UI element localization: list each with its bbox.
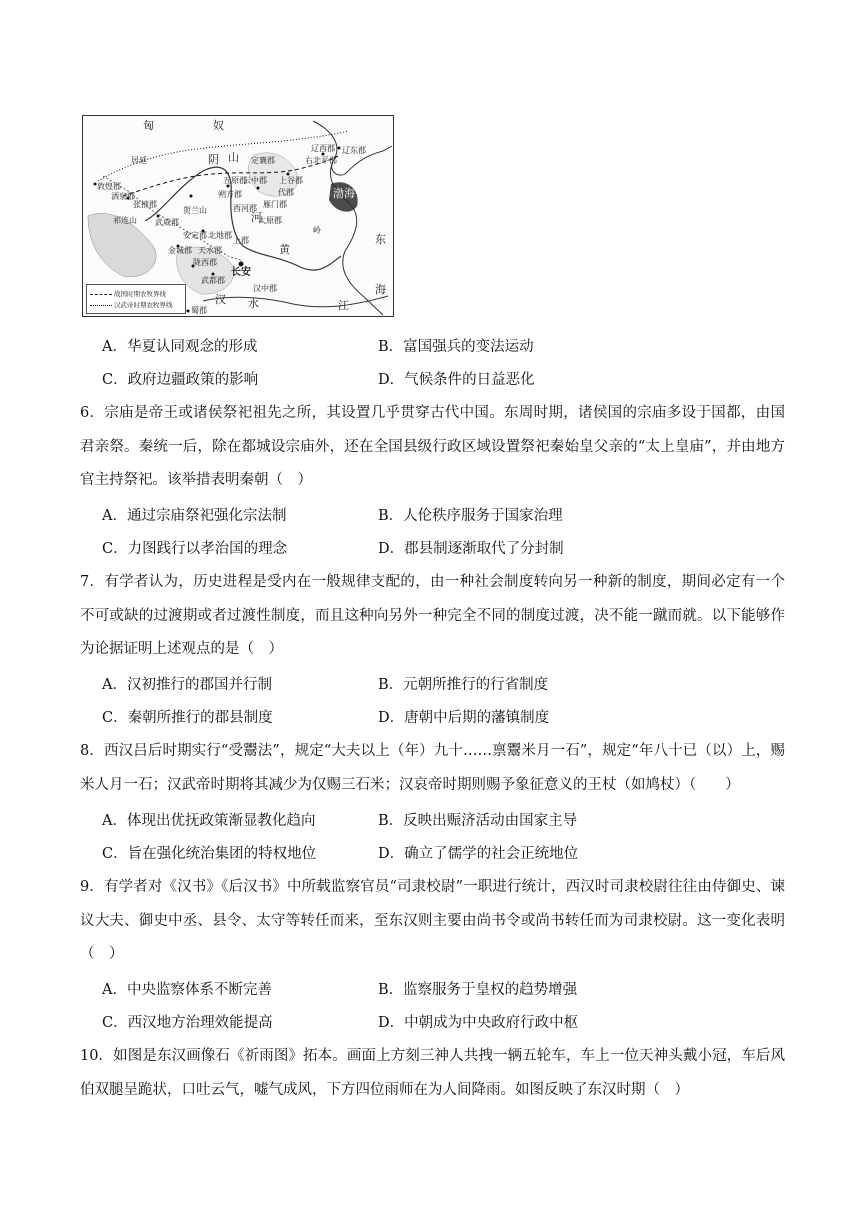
map-label-shu: 蜀郡 [191,306,207,315]
q9-option-c[interactable]: C．西汉地方治理效能提高 [102,1015,273,1031]
q9-option-a[interactable]: A．中央监察体系不断完善 [102,982,272,998]
q7-option-c[interactable]: C．秦朝所推行的郡县制度 [102,710,273,726]
map-label-hanzhong: 汉中郡 [253,284,277,293]
map-label-shanggu: 上谷郡 [279,176,303,185]
map-label-shan: 山 [228,151,239,164]
map-label-xiongnu-1: 匈 [143,119,154,132]
map-label-zhangye: 张掖郡 [133,200,157,209]
q9-option-b[interactable]: B．监察服务于皇权的趋势增强 [378,982,578,998]
map-label-changan: 长安 [231,267,251,278]
map-label-helan: 贺兰山 [183,206,207,215]
map-label-youbeiping: 右北平郡 [305,156,337,165]
han-farming-pastoral-map [82,115,394,317]
q6-option-c[interactable]: C．力图践行以孝治国的理念 [102,541,288,557]
map-label-liaodong: 辽东郡 [342,146,366,155]
map-label-qilian: 祁连山 [113,216,137,225]
map-label-han: 汉 [215,293,226,306]
map-label-dingxiang: 定襄郡 [251,156,275,165]
q5-option-c[interactable]: C．政府边疆政策的影响 [102,372,259,388]
map-label-wuwei: 武威郡 [155,218,179,227]
map-label-tianshui: 天水郡 [198,246,222,255]
q9-stem: 9．有学者对《汉书》《后汉书》中所载监察官员“司隶校尉”一职进行统计，西汉时司隶校尉往往由侍御史、谏议大夫、御史中丞、县令、太守等转任而来，至东汉则主要由尚书令或尚书转任而为司隶校尉。这一变化表明（ ） [80,879,785,962]
map-label-beidi: 北地郡 [208,231,232,240]
legend-item-warring-states [90,289,166,298]
q8-option-c[interactable]: C．旨在强化统治集团的特权地位 [102,846,317,862]
map-label-yin: 阴 [208,153,219,166]
map-label-wuyuan: 五原郡 [223,176,247,185]
map-label-xiongnu-2: 奴 [213,119,224,132]
map-label-shui: 水 [248,297,259,310]
q6-option-d[interactable]: D．郡县制逐渐取代了分封制 [378,541,564,557]
q8-option-d[interactable]: D．确立了儒学的社会正统地位 [378,846,579,862]
q8-option-a[interactable]: A．体现出优抚政策渐显教化趋向 [102,813,316,829]
map-label-anding: 安定郡 [183,231,207,240]
map-label-jiang: 江 [338,299,349,312]
map-label-he: 河 [251,211,262,224]
legend-label-warring-states: 战国时期农牧界线 [114,290,166,298]
q7-option-b[interactable]: B．元朝所推行的行省制度 [378,677,549,693]
q6-stem: 6．宗庙是帝王或诸侯祭祀祖先之所，其设置几乎贯穿古代中国。东周时期，诸侯国的宗庙多设于国都，由国君亲祭。秦统一后，除在都城设宗庙外，还在全国县级行政区域设置祭祀秦始皇父亲的“太上皇庙”，并由地方官主持祭祀。该举措表明秦朝（ ） [80,405,785,488]
q5-option-a[interactable]: A．华夏认同观念的形成 [102,339,258,355]
map-label-ling: 岭 [313,226,321,235]
map-label-longxi: 陇西郡 [193,258,217,267]
map-legend [86,284,186,314]
map-label-taiyuan: 太原郡 [258,216,282,225]
map-label-xihe: 西河郡 [233,204,257,213]
q8-stem: 8．西汉吕后时期实行“受鬻法”，规定“大夫以上（年）九十……禀鬻米月一石”，规定“年八十已（以）上，赐米人月一石；汉武帝时期将其减少为仅赐三石米；汉哀帝时期则赐予象征意义的王杖（如鸠杖）（ ） [80,743,785,793]
map-label-shuofang: 朔方郡 [218,190,242,199]
map-label-jincheng: 金城郡 [168,246,192,255]
map-label-yunzhong: 云中郡 [243,176,267,185]
q8-option-b[interactable]: B．反映出赈济活动由国家主导 [378,813,578,829]
q9-option-d[interactable]: D．中朝成为中央政府行政中枢 [378,1015,579,1031]
map-label-liaoxi: 辽西郡 [311,144,335,153]
map-label-bohai: 渤海 [333,187,355,200]
legend-item-han-wudi [90,300,173,309]
map-label-huang: 黄 [279,243,290,256]
map-label-wudu: 武都郡 [201,276,225,285]
q6-option-a[interactable]: A．通过宗庙祭祀强化宗法制 [102,508,287,524]
q5-option-d[interactable]: D．气候条件的日益恶化 [378,372,535,388]
legend-dotted-line [90,305,112,306]
q6-option-b[interactable]: B．人伦秩序服务于国家治理 [378,508,563,524]
map-label-dong: 东 [375,233,386,246]
map-label-jiuquan: 酒泉郡 [111,192,135,201]
legend-label-han-wudi: 汉武帝时期农牧界线 [114,301,173,309]
q10-stem: 10．如图是东汉画像石《祈雨图》拓本。画面上方刻三神人共拽一辆五轮车，车上一位天神头戴小冠，车后风伯双腿呈跪状，口吐云气，嘘气成风，下方四位雨师在为人间降雨。如图反映了东汉时期（ ） [80,1048,785,1098]
legend-dashed-line [90,294,112,295]
map-label-dunhuang: 敦煌郡 [97,182,121,191]
q5-option-b[interactable]: B．富国强兵的变法运动 [378,339,534,355]
map-label-hai: 海 [375,283,386,296]
map-label-juyan: 居延 [131,156,147,165]
map-label-yanmen: 雁门郡 [263,200,287,209]
q7-stem: 7．有学者认为，历史进程是受内在一般规律支配的，由一种社会制度转向另一种新的制度，期间必定有一个不可或缺的过渡期或者过渡性制度，而且这种向另外一种完全不同的制度过渡，决不能一蹴而就。以下能够作为论据证明上述观点的是（ ） [80,574,785,657]
map-label-dai: 代郡 [278,188,294,197]
map-label-shang: 上郡 [233,236,249,245]
q7-option-a[interactable]: A．汉初推行的郡国并行制 [102,677,272,693]
q7-option-d[interactable]: D．唐朝中后期的藩镇制度 [378,710,550,726]
